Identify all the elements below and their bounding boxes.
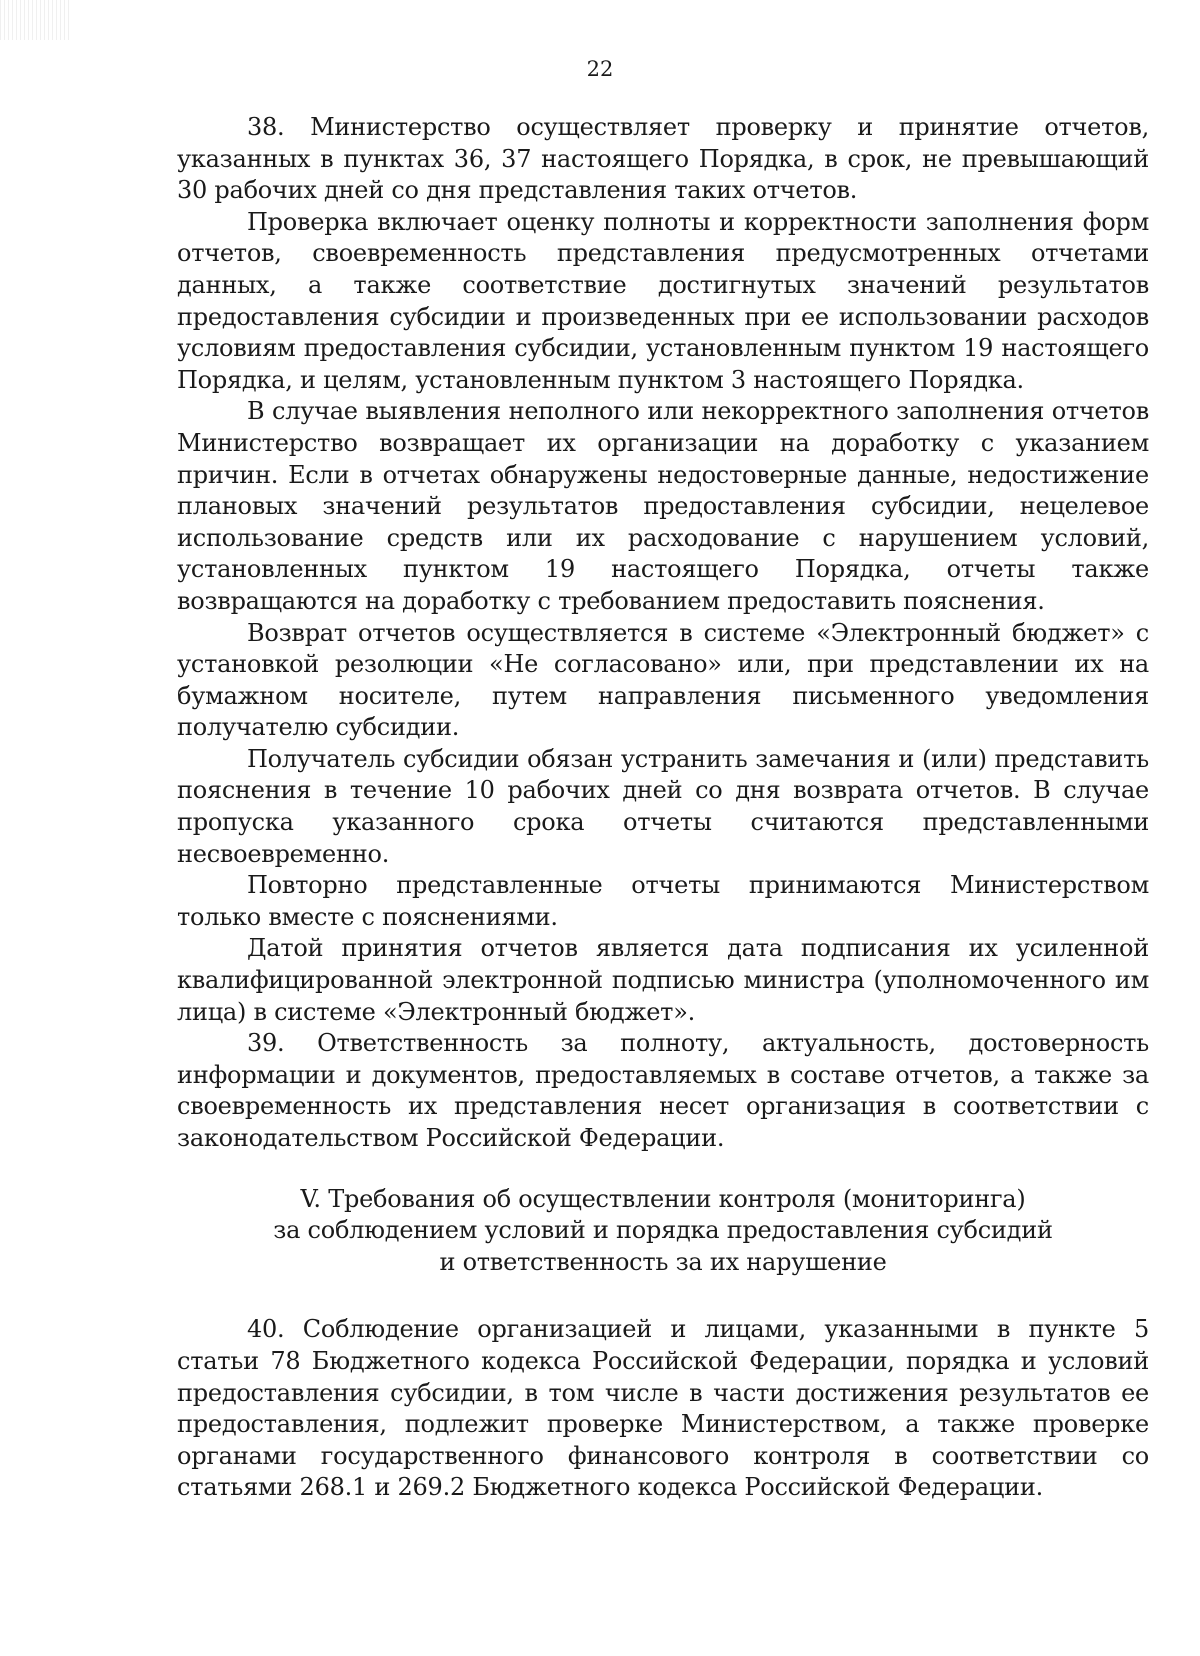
page-number: 22 xyxy=(586,57,614,81)
paragraph-verification: Проверка включает оценку полноты и корректности заполнения форм отчетов, своевременность представления предусмотренных отчетами данных, а также соответствие достигнутых значений результатов предоставления субсидии и произведенных при ее использовании расходов условиям предоставления субсидии, установленным пунктом 19 настоящего Порядка, и целям, установленным пунктом 3 настоящего Порядка. xyxy=(177,207,1149,394)
section-heading-line: и ответственность за их нарушение xyxy=(439,1247,887,1276)
paragraph-incomplete-reports: В случае выявления неполного или некорректного заполнения отчетов Министерство возвращает их организации на доработку с указанием причин. Если в отчетах обнаружены недостоверные данные, недостижение плановых значений результатов предоставления субсидии, нецелевое использование средств или их расходование с нарушением условий, установленных пунктом 19 настоящего Порядка, отчеты также возвращаются на доработку с требованием предоставить пояснения. xyxy=(177,397,1149,615)
paragraph-resubmitted-reports: Повторно представленные отчеты принимаются Министерством только вместе с пояснениями. xyxy=(177,871,1149,931)
section-heading xyxy=(177,1184,1149,1279)
paragraph-38: 38. Министерство осуществляет проверку и принятие отчетов, указанных в пунктах 36, 37 настоящего Порядка, в срок, не превышающий 30 рабочих дней со дня представления таких отчетов. xyxy=(177,113,1149,205)
paragraph-recipient-obligation: Получатель субсидии обязан устранить замечания и (или) представить пояснения в течение 10 рабочих дней со дня возврата отчетов. В случае пропуска указанного срока отчеты считаются представленными несвоевременно. xyxy=(177,744,1149,868)
paragraph-39: 39. Ответственность за полноту, актуальность, достоверность информации и документов, предоставляемых в составе отчетов, а также за своевременность их представления несет организация в соответствии с законодательством Российской Федерации. xyxy=(177,1029,1149,1152)
section-heading-line: V. Требования об осуществлении контроля (мониторинга) xyxy=(300,1184,1026,1213)
paragraph-40: 40. Соблюдение организацией и лицами, указанными в пункте 5 статьи 78 Бюджетного кодекса Российской Федерации, порядка и условий предоставления субсидии, в том числе в части достижения результатов ее предоставления, подлежит проверке Министерством, а также проверке органами государственного финансового контроля в соответствии со статьями 268.1 и 269.2 Бюджетного кодекса Российской Федерации. xyxy=(177,1315,1149,1502)
paragraph-return-of-reports: Возврат отчетов осуществляется в системе «Электронный бюджет» с установкой резолюции «Не согласовано» или, при представлении их на бумажном носителе, путем направления письменного уведомления получателю субсидии. xyxy=(177,618,1149,742)
scan-artifact xyxy=(0,0,70,40)
paragraph-acceptance-date: Датой принятия отчетов является дата подписания их усиленной квалифицированной электронной подписью министра (уполномоченного им лица) в системе «Электронный бюджет». xyxy=(177,934,1149,1026)
section-heading-line: за соблюдением условий и порядка предоставления субсидий xyxy=(273,1216,1053,1245)
document-body xyxy=(177,112,1149,1504)
